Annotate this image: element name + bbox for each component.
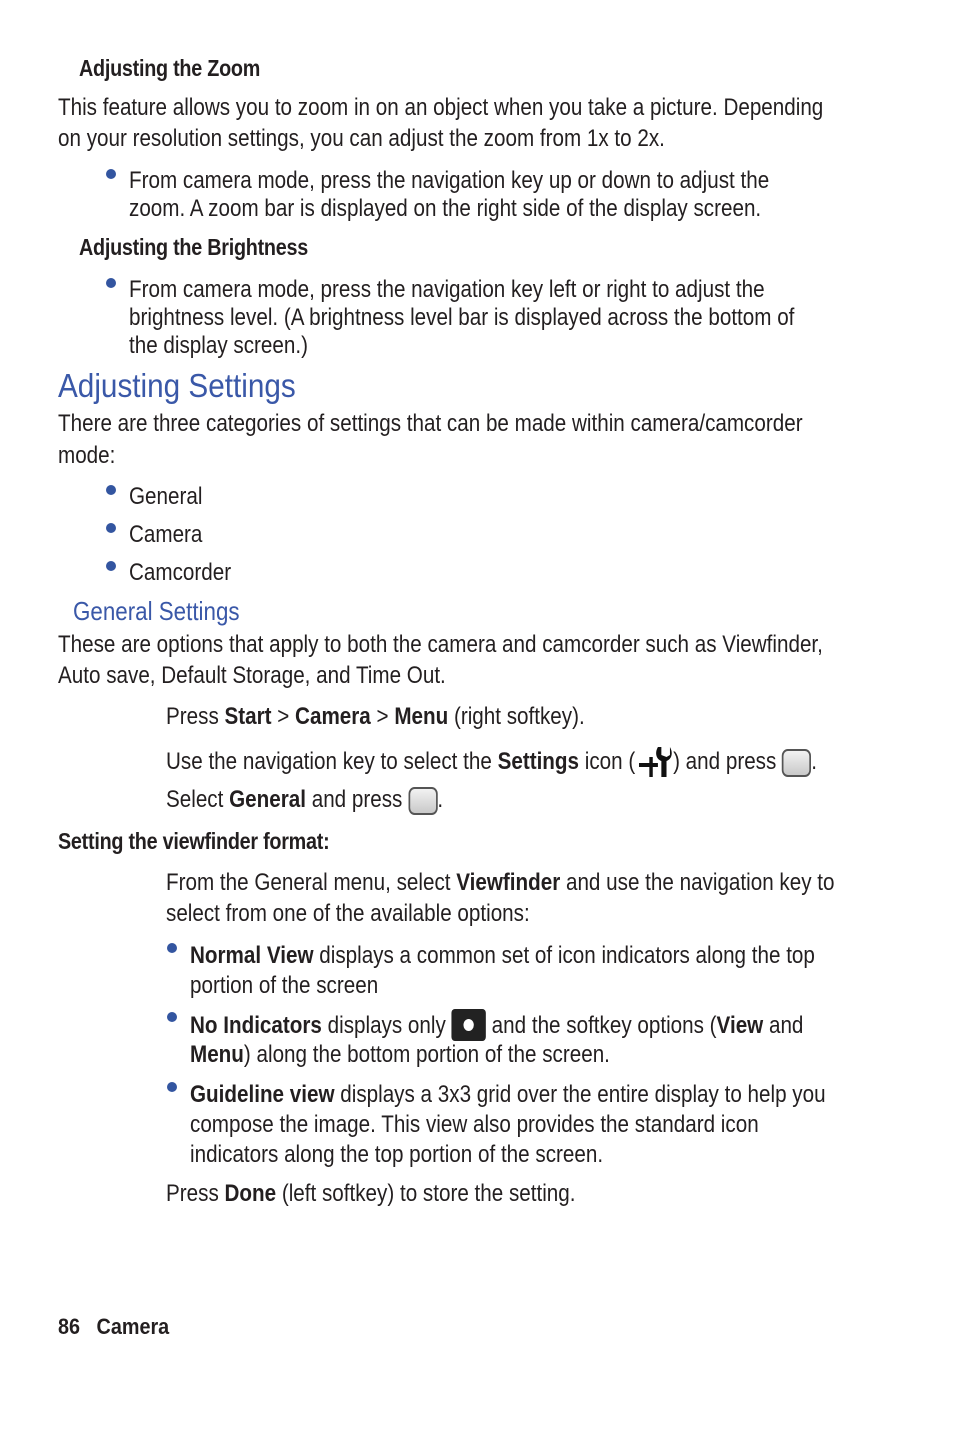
zoom-para-line-1: This feature allows you to zoom in on an object when you take a picture. Depending xyxy=(58,94,824,121)
ok-key-icon xyxy=(408,787,437,815)
brightness-bullet-line-2: brightness level. (A brightness level bar is displayed across the bottom of xyxy=(129,304,795,331)
settings-para-line-2: mode: xyxy=(58,442,116,469)
brightness-bullet-line-3: the display screen.) xyxy=(129,332,308,359)
viewfinder-intro-line-2: select from one of the available options: xyxy=(166,900,530,927)
brightness-heading: Adjusting the Brightness xyxy=(79,234,308,260)
page-number: 86 xyxy=(58,1314,81,1339)
brightness-bullet-line-1: From camera mode, press the navigation key left or right to adjust the xyxy=(129,276,765,303)
option-guide-line-1: Guideline view displays a 3x3 grid over the entire display to help you xyxy=(190,1081,826,1108)
ok-key-icon xyxy=(782,749,811,777)
bullet-icon xyxy=(106,278,116,288)
bullet-icon xyxy=(106,523,116,533)
zoom-para-line-2: on your resolution settings, you can adjust the zoom from 1x to 2x. xyxy=(58,125,665,152)
bullet-icon xyxy=(167,1082,177,1092)
option-guide-line-2: compose the image. This view also provides the standard icon xyxy=(190,1111,759,1138)
viewfinder-heading: Setting the viewfinder format: xyxy=(58,828,330,854)
viewfinder-intro-line-1: From the General menu, select Viewfinder and use the navigation key to xyxy=(166,869,835,896)
bullet-icon xyxy=(167,1012,177,1022)
step-select-general: Select General and press . xyxy=(166,786,444,813)
bullet-icon xyxy=(167,943,177,953)
step-press-done: Press Done (left softkey) to store the setting. xyxy=(166,1180,576,1207)
bullet-icon xyxy=(106,485,116,495)
option-guide-line-3: indicators along the top portion of the screen. xyxy=(190,1141,604,1168)
step-press-start: Press Start > Camera > Menu (right softkey). xyxy=(166,703,585,730)
option-normal-line-2: portion of the screen xyxy=(190,972,379,999)
option-noind-line-2: Menu) along the bottom portion of the screen. xyxy=(190,1041,610,1068)
settings-heading: Adjusting Settings xyxy=(58,367,296,404)
option-normal-line-1: Normal View displays a common set of icon indicators along the top xyxy=(190,942,815,969)
step-select-settings: Use the navigation key to select the Settings icon ( ) and press . xyxy=(166,743,817,787)
category-camera: Camera xyxy=(129,521,203,548)
bullet-icon xyxy=(106,169,116,179)
zoom-heading: Adjusting the Zoom xyxy=(79,55,261,81)
option-noind-line-1: No Indicators displays only and the softkey options (View and xyxy=(190,1009,803,1041)
category-camcorder: Camcorder xyxy=(129,559,232,586)
zoom-bullet-line-1: From camera mode, press the navigation key up or down to adjust the xyxy=(129,167,770,194)
bullet-icon xyxy=(106,561,116,571)
zoom-bullet-line-2: zoom. A zoom bar is displayed on the right side of the display screen. xyxy=(129,195,762,222)
settings-tools-icon xyxy=(635,743,673,787)
camera-shutter-icon xyxy=(452,1009,486,1041)
page-footer xyxy=(58,1314,169,1340)
general-settings-heading: General Settings xyxy=(73,596,240,626)
footer-section: Camera xyxy=(96,1314,170,1339)
settings-para-line-1: There are three categories of settings that can be made within camera/camcorder xyxy=(58,410,803,437)
general-para-line-2: Auto save, Default Storage, and Time Out. xyxy=(58,662,446,689)
category-general: General xyxy=(129,483,203,510)
general-para-line-1: These are options that apply to both the camera and camcorder such as Viewfinder, xyxy=(58,631,823,658)
